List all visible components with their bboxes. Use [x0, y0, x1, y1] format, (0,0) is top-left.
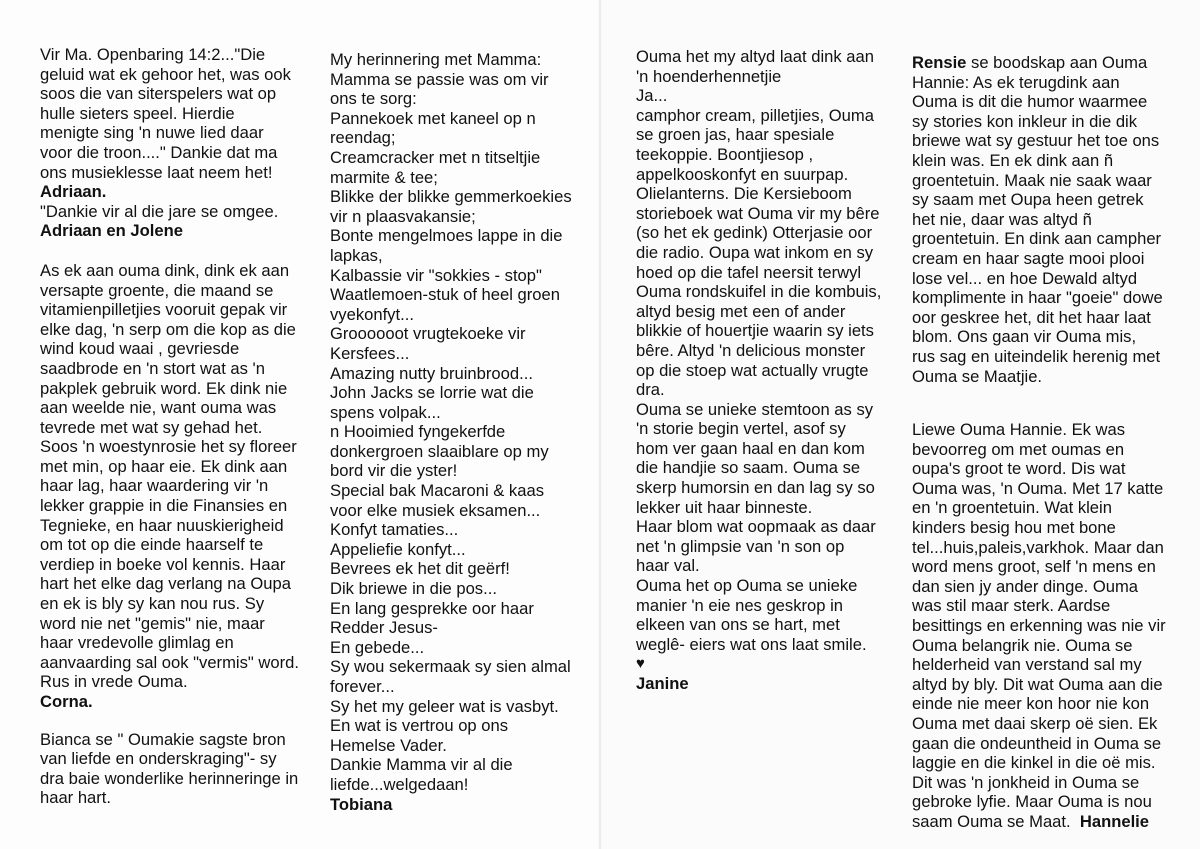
- text-line: bêre. Altyd 'n delicious monster: [636, 340, 866, 360]
- text-line: spens volpak...: [330, 402, 441, 422]
- text-line: camphor cream, pilletjies, Ouma: [636, 105, 874, 125]
- text-line: lekker uit haar binneste.: [636, 497, 813, 517]
- text-line: vitamienpilletjies vooruit gepak vir: [40, 300, 288, 320]
- text-line: en ek is bly sy kan nou rus. Sy: [40, 594, 265, 614]
- tribute-rensie: [912, 53, 1166, 386]
- text-line: Appeliefie konfyt...: [330, 539, 466, 559]
- text-line: [912, 812, 1166, 832]
- text-line: (so het ek gedink) Otterjasie oor: [636, 223, 873, 243]
- text-line: Ouma het my altyd laat dink aan: [636, 47, 874, 66]
- text-line: versapte groente, die maand se: [40, 280, 274, 300]
- text-line: hoed op die tafel neersit terwyl: [636, 262, 862, 282]
- text-line: En gebede...: [330, 637, 425, 657]
- text-line: Ouma het op Ouma se unieke: [636, 576, 858, 596]
- tribute-tobiana: [330, 50, 572, 814]
- text-line: ons te sorg:: [330, 89, 417, 109]
- text-line: Kalbassie vir "sokkies - stop": [330, 265, 542, 285]
- text-line: word nie net "gemis" nie, maar: [40, 613, 265, 633]
- text-line: dra baie wonderlike herinneringe in: [40, 768, 299, 788]
- tribute-hannelie: [912, 420, 1166, 831]
- text-line: van liefde en onderskraging"- sy: [40, 749, 277, 769]
- text-line: en 'n groentetuin. Wat klein: [912, 498, 1112, 518]
- text-run: saam Ouma se Maat.: [912, 811, 1071, 831]
- text-line: weglê- eiers wat ons laat smile.: [636, 634, 867, 654]
- text-line: blikkie of houertjie waarin sy iets: [636, 321, 874, 341]
- text-line: Dankie Mamma vir al die: [330, 755, 513, 775]
- text-line: Sy wou sekermaak sy sien almal: [330, 657, 571, 677]
- text-line: pakplek gebruik word. Ek dink nie: [40, 378, 288, 398]
- text-line: Tegnieke, en haar nuuskierigheid: [40, 515, 284, 535]
- text-line: Kersfees...: [330, 343, 410, 363]
- text-line: tel...huis,paleis,varkhok. Maar dan: [912, 537, 1164, 557]
- text-line: dra.: [636, 380, 665, 400]
- text-line: haar vredevolle glimlag en: [40, 633, 234, 653]
- text-line: skerp humorsin en dan lag sy so: [636, 478, 875, 498]
- text-line: op die stoep wat actually vrugte: [636, 360, 869, 380]
- text-line: rus sag en uiteindelik herenig met: [912, 346, 1161, 366]
- text-line: Rus in vrede Ouma.: [40, 672, 188, 692]
- text-line: reendag;: [330, 128, 396, 148]
- text-line: Ouma se unieke stemtoon as sy: [636, 399, 874, 419]
- text-line: komplimente in haar "goeie" dowe: [912, 288, 1163, 308]
- text-line: Mamma se passie was om vir: [330, 69, 549, 89]
- text-line: En lang gesprekke oor haar: [330, 598, 534, 618]
- text-line: Amazing nutty bruinbrood...: [330, 363, 533, 383]
- text-line: As ek aan ouma dink, dink ek aan: [40, 260, 290, 280]
- text-line: Pannekoek met kaneel op n: [330, 108, 536, 128]
- text-line: net 'n glimpsie van 'n son op: [636, 536, 845, 556]
- text-line: 'n hoenderhennetjie: [636, 66, 782, 86]
- signature: Adriaan.: [40, 182, 107, 202]
- text-line: saadbrode en 'n stort wat as 'n: [40, 358, 265, 378]
- text-line: Bevrees ek het dit geërf!: [330, 559, 510, 579]
- tribute-adriaan: [40, 45, 299, 241]
- text-line: teekoppie. Boontjiesop ,: [636, 144, 814, 164]
- column-1: [40, 45, 299, 808]
- text-line: haar val.: [636, 556, 700, 576]
- text-line: [912, 53, 1166, 73]
- text-line: gaan die ondeuntheid in Ouma se: [912, 733, 1162, 753]
- text-line: Dik briewe in die pos...: [330, 579, 497, 599]
- text-line: Ouma belangrik nie. Ouma se: [912, 635, 1133, 655]
- text-line: haar hart.: [40, 788, 112, 808]
- text-line: vir n plaasvakansie;: [330, 206, 476, 226]
- text-line: blom. Ons gaan vir Ouma mis,: [912, 327, 1137, 347]
- text-line: geluid wat ek gehoor het, was ook: [40, 64, 291, 84]
- text-line: Special bak Macaroni & kaas: [330, 481, 544, 501]
- text-line: oupa's groot te word. Dis wat: [912, 459, 1126, 479]
- text-line: briewe wat sy gestuur het toe ons: [912, 131, 1160, 151]
- text-line: vyekonfyt...: [330, 304, 414, 324]
- text-line: wind koud waai , gevriesde: [40, 339, 240, 359]
- text-line: klein was. En ek dink aan ñ: [912, 150, 1114, 170]
- text-line: om tot op die einde haarself te: [40, 535, 264, 555]
- text-line: John Jacks se lorrie wat die: [330, 383, 534, 403]
- text-line: manier 'n eie nes geskrop in: [636, 595, 844, 615]
- text-line: helderheid van verstand sal my: [912, 655, 1142, 675]
- text-line: n Hooimied fyngekerfde: [330, 422, 506, 442]
- text-line: bevoorreg om met oumas en: [912, 439, 1125, 459]
- text-line: besittings en erkenning was nie vir: [912, 616, 1166, 636]
- text-line: Ouma rondskuifel in die kombuis,: [636, 282, 882, 302]
- text-line: hart het elke dag verlang na Oupa: [40, 574, 291, 594]
- text-line: gebroke lyfie. Maar Ouma is nou: [912, 792, 1152, 812]
- text-line: met min, op haar eie. Ek dink aan: [40, 456, 288, 476]
- text-line: soos die van siterspelers wat op: [40, 84, 277, 104]
- text-line: Blikke der blikke gemmerkoekies: [330, 187, 572, 207]
- text-line: Liewe Ouma Hannie. Ek was: [912, 420, 1126, 440]
- text-line: tevrede met wat sy gehad het.: [40, 417, 263, 437]
- text-line: Bianca se " Oumakie sagste bron: [40, 729, 286, 749]
- text-line: sy saam met Oupa heen getrek: [912, 190, 1144, 210]
- text-line: ons musieklesse laat neem het!: [40, 162, 273, 182]
- tribute-corna: [40, 261, 299, 712]
- text-line: Creamcracker met n titseltjie: [330, 147, 541, 167]
- text-line: Waatlemoen-stuk of heel groen: [330, 285, 560, 305]
- text-line: aanvaarding sal ook "vermis" word.: [40, 652, 299, 672]
- text-line: Ouma is dit die humor waarmee: [912, 92, 1148, 112]
- text-line: het nie, daar was altyd ñ: [912, 209, 1092, 229]
- tribute-janine: [636, 47, 881, 694]
- heart-icon: ♥: [636, 655, 645, 673]
- text-line: Vir Ma. Openbaring 14:2..."Die: [40, 45, 266, 64]
- text-line: En wat is vertrou op ons: [330, 716, 509, 736]
- text-line: einde nie meer kon hoor nie kon: [912, 694, 1150, 714]
- text-line: aan weelde nie, want ouma was: [40, 398, 277, 418]
- text-line: bord vir die yster!: [330, 461, 458, 481]
- text-line: Konfyt tamaties...: [330, 520, 459, 540]
- text-line: Soos 'n woestynrosie het sy floreer: [40, 437, 297, 457]
- author-name: Rensie: [912, 53, 967, 72]
- text-line: menigte sing 'n nuwe lied daar: [40, 123, 264, 143]
- text-line: oor geskree het, dit het haar laat: [912, 307, 1151, 327]
- tribute-bianca: [40, 730, 299, 808]
- signature: Adriaan en Jolene: [40, 221, 183, 241]
- text-line: groentetuin. En dink aan campher: [912, 229, 1162, 249]
- text-line: My herinnering met Mamma:: [330, 50, 542, 69]
- text-line: Hemelse Vader.: [330, 735, 447, 755]
- text-line: sy stories kon inkleur in die dik: [912, 111, 1138, 131]
- text-line: 'n storie begin vertel, asof sy: [636, 419, 846, 439]
- text-line: die handjie so saam. Ouma se: [636, 458, 861, 478]
- text-line: lapkas,: [330, 245, 383, 265]
- text-line: hulle sieters speel. Hierdie: [40, 103, 235, 123]
- column-3: [636, 47, 881, 694]
- text-line: word mens groot, self 'n mens en: [912, 557, 1156, 577]
- text-line: Dit was 'n jonkheid in Ouma se: [912, 772, 1140, 792]
- text-line: lose vel... en hoe Dewald altyd: [912, 268, 1138, 288]
- text-line: cream en haar sagte mooi plooi: [912, 248, 1145, 268]
- signature: Janine: [636, 674, 689, 693]
- text-line: altyd by bly. Dit wat Ouma aan die: [912, 674, 1163, 694]
- text-line: dan sien jy ander dinge. Ouma: [912, 576, 1139, 596]
- text-line: forever...: [330, 677, 395, 696]
- text-line: kinders besig hou met bone: [912, 518, 1116, 538]
- signature: Hannelie: [1079, 811, 1150, 831]
- text-line: Sy het my geleer wat is vasbyt.: [330, 696, 559, 716]
- text-line: se groen jas, haar spesiale: [636, 125, 835, 145]
- text-line: appelkooskonfyt en suurpap.: [636, 164, 849, 184]
- text-line: die radio. Oupa wat inkom en sy: [636, 242, 874, 262]
- text-line: Groooooot vrugtekoeke vir: [330, 324, 526, 344]
- text-line: altyd besig met een of ander: [636, 301, 846, 321]
- text-line: elke dag, 'n serp om die kop as die: [40, 319, 296, 339]
- text-line: Olielanterns. Die Kersieboom: [636, 184, 852, 204]
- text-line: donkergroen slaaiblare op my: [330, 441, 549, 461]
- text-line: Hannie: As ek terugdink aan: [912, 72, 1120, 92]
- page-fold: [598, 0, 602, 849]
- text-line: "Dankie vir al die jare se omgee.: [40, 201, 279, 221]
- text-line: verdiep in boeke vol kennis. Haar: [40, 554, 286, 574]
- text-line: Ouma se Maatjie.: [912, 366, 1043, 386]
- text-line: liefde...welgedaan!: [330, 774, 469, 794]
- text-line: haar lag, haar waardering vir 'n: [40, 476, 269, 496]
- signature: Corna.: [40, 692, 93, 711]
- column-2: [330, 50, 572, 814]
- text-line: Ja...: [636, 86, 668, 106]
- text-line: voor die troon...." Dankie dat ma: [40, 142, 278, 162]
- text-line: Haar blom wat oopmaak as daar: [636, 517, 876, 537]
- text-run: se boodskap aan Ouma: [966, 53, 1148, 72]
- text-line: groentetuin. Maak nie saak waar: [912, 170, 1152, 190]
- text-line: lekker grappie in die Finansies en: [40, 496, 288, 516]
- text-line: voor elke musiek eksamen...: [330, 500, 541, 520]
- text-line: hom ver gaan haal en dan kom: [636, 438, 865, 458]
- text-line: Bonte mengelmoes lappe in die: [330, 226, 563, 246]
- text-line: was stil maar sterk. Aardse: [912, 596, 1111, 616]
- text-line: storieboek wat Ouma vir my bêre: [636, 203, 880, 223]
- signature: Tobiana: [330, 794, 393, 814]
- text-line: Ouma met daai skerp oë sien. Ek: [912, 714, 1158, 733]
- column-4: [912, 53, 1166, 832]
- text-line: marmite & tee;: [330, 167, 438, 187]
- text-line: laggie en die kinkel in die oë mis.: [912, 753, 1156, 773]
- text-line: Redder Jesus-: [330, 618, 438, 638]
- text-line: elkeen van ons se hart, met: [636, 615, 840, 635]
- text-line: Ouma was, 'n Ouma. Met 17 katte: [912, 478, 1164, 498]
